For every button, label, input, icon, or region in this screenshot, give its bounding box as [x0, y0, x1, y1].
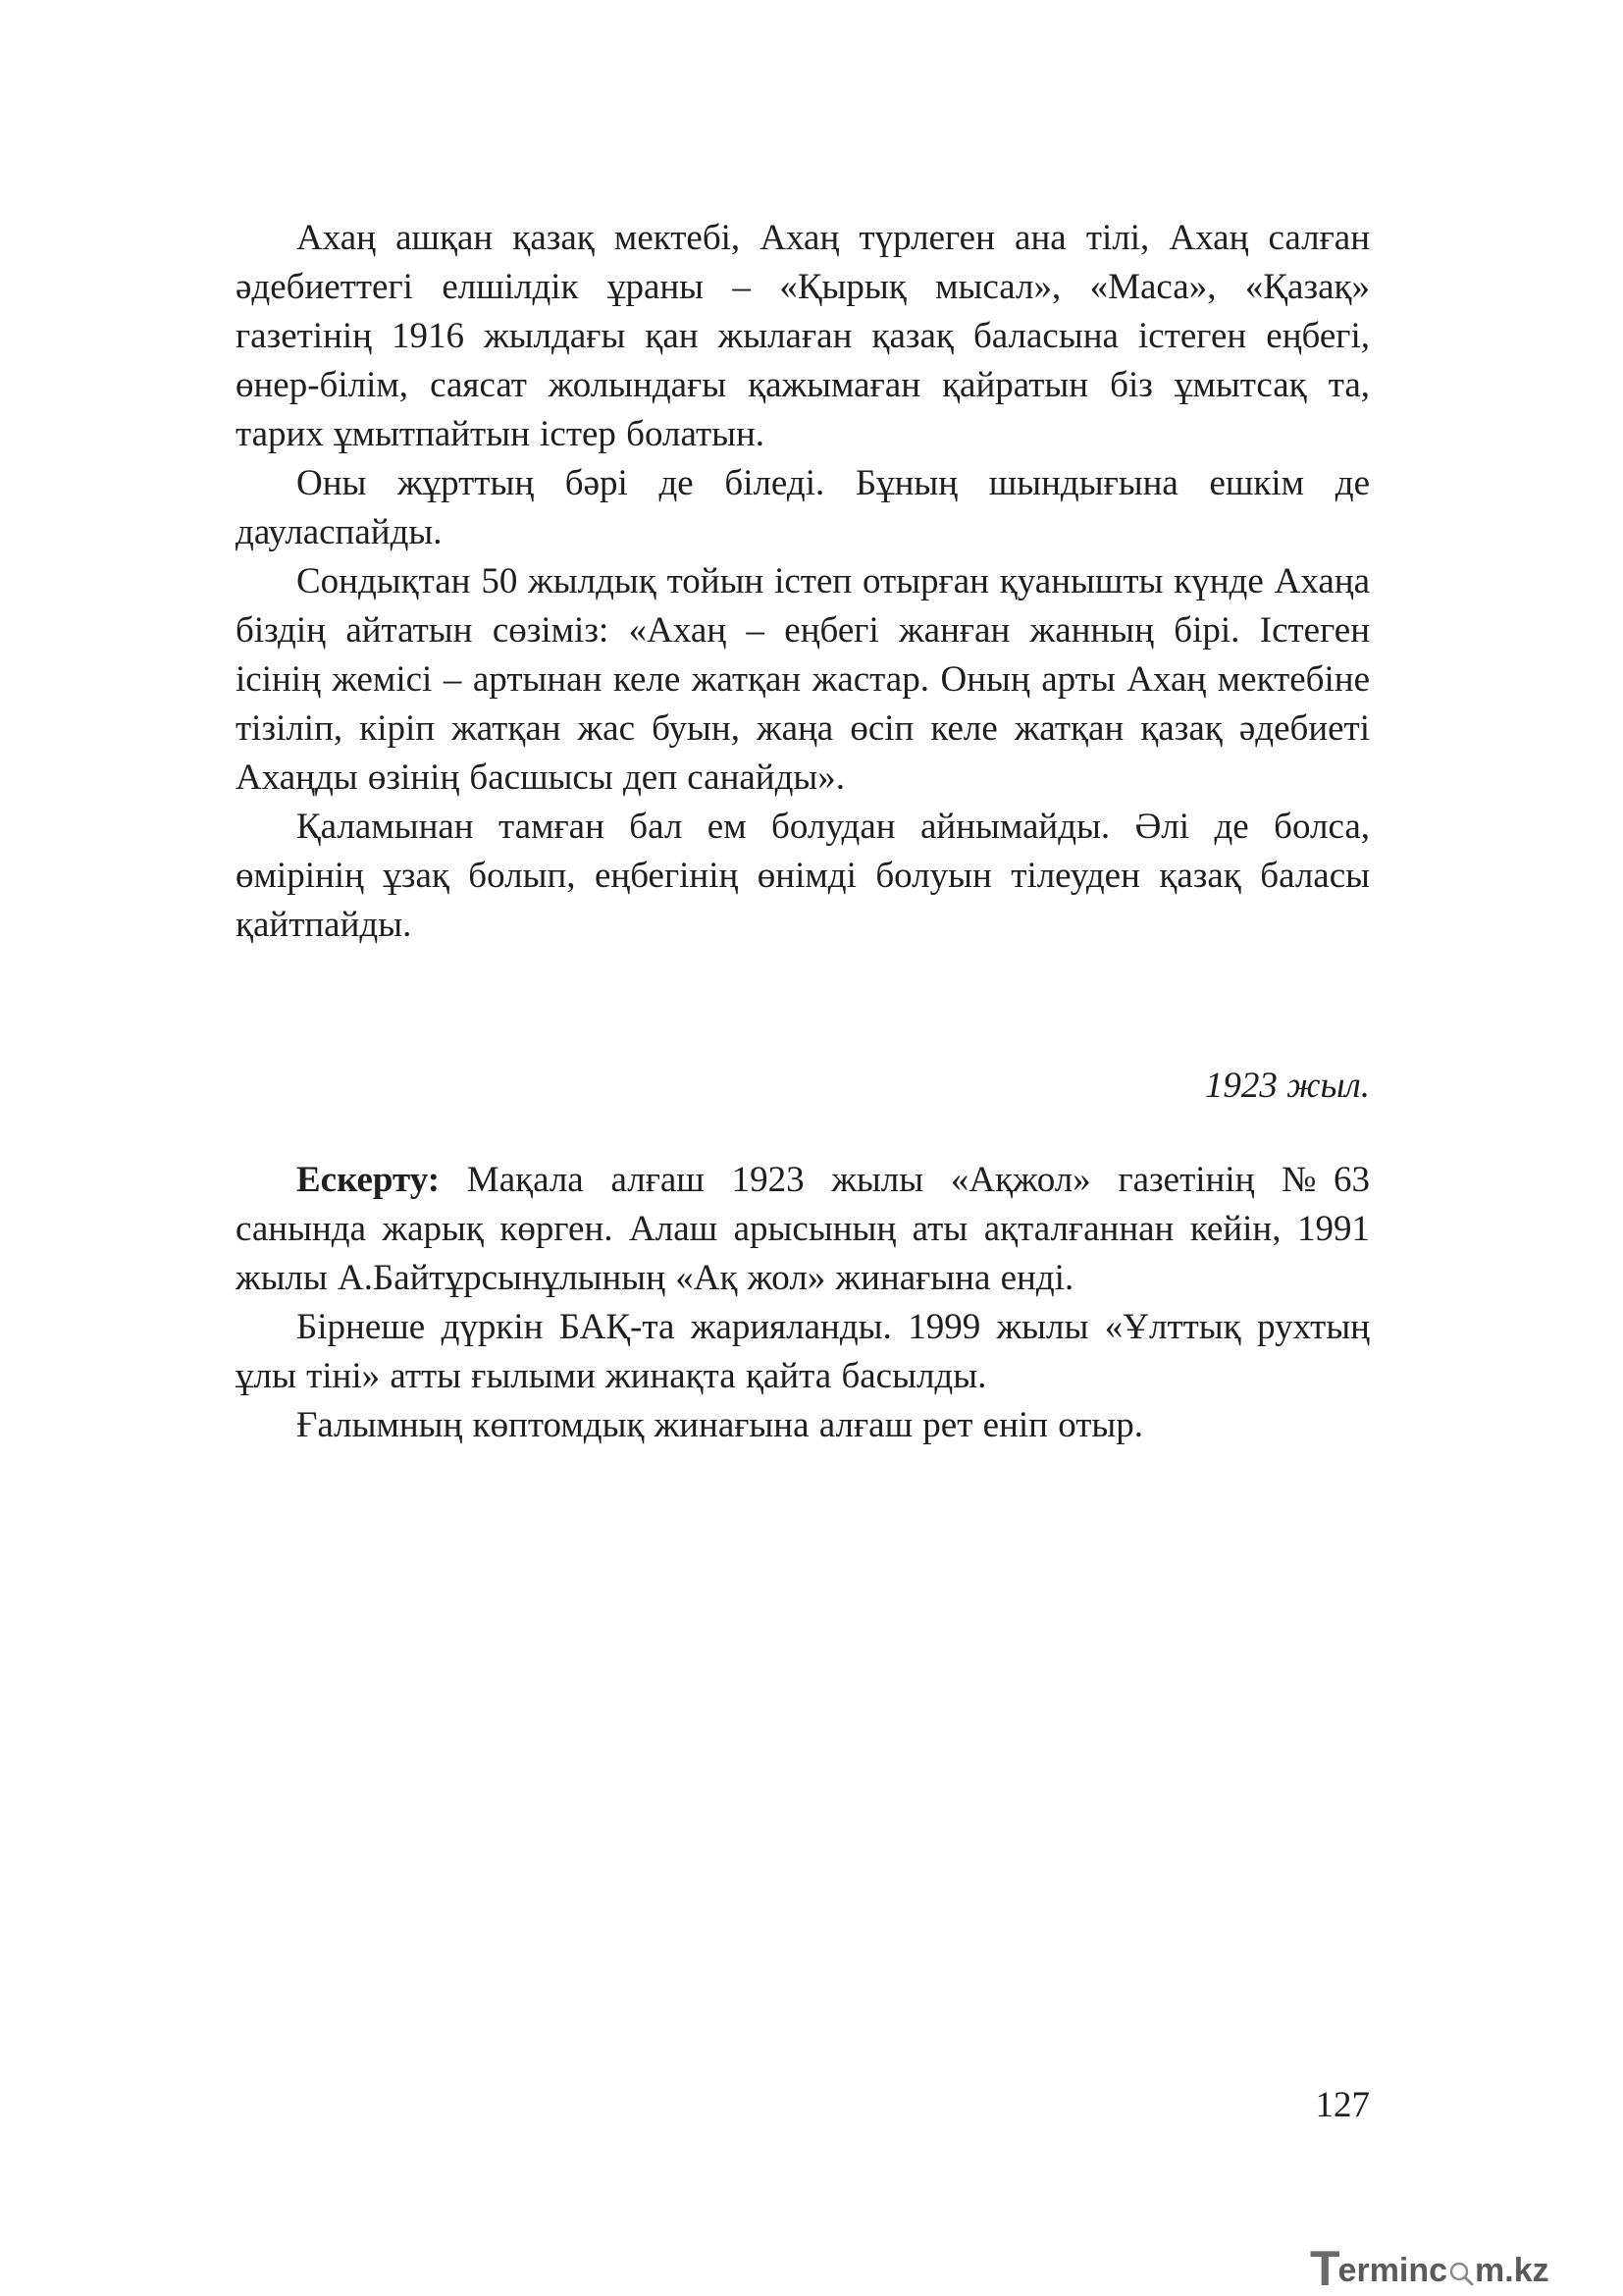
page-number: 127: [1315, 2085, 1370, 2125]
note-paragraph-1-text: Мақала алғаш 1923 жылы «Ақжол» газетінің №63 санында жарық көрген. Алаш арысының аты ақталғаннан кейін, 1991 жылы А.Байтұрсынұлының «Ақ жол» жинағына енді.: [236, 1160, 1370, 1298]
body-paragraph-2: Оны жұрттың бәрі де біледі. Бұның шындығына ешкім де дауласпайды.: [236, 463, 1370, 552]
site-watermark-logo: [1310, 2241, 1549, 2296]
magnifier-icon: [1448, 2261, 1474, 2286]
note-paragraph-3: Ғалымның көптомдық жинағына алғаш рет еніп отыр.: [296, 1405, 1143, 1445]
body-paragraph-1: Ахаң ашқан қазақ мектебі, Ахаң түрлеген ана тілі, Ахаң салған әдебиеттегі елшілдік ұраны – «Қырық мысал», «Маса», «Қазақ» газетінің 1916 жылдағы қан жылаған қазақ баласына істеген еңбегі, өнер-білім, саясат жолындағы қажымаған қайратын біз ұмытсақ та, тарих ұмытпайтын істер болатын.: [236, 218, 1370, 454]
article-body: [236, 214, 1370, 950]
note-paragraph-1: [236, 1156, 1370, 1303]
watermark-letter-t: T: [1310, 2241, 1340, 2296]
watermark-text-middle: erminc: [1337, 2252, 1448, 2289]
body-paragraph-4: Қаламынан тамған бал ем болудан айнымайды. Әлі де болса, өмірінің ұзақ болып, еңбегінің өнімді болуын тілеуден қазақ баласы қайтпайды.: [236, 807, 1370, 945]
body-paragraph-3: Сондықтан 50 жылдық тойын істеп отырған қуанышты күнде Ахаңа біздің айтатын сөзіміз: «Ахаң – еңбегі жанған жанның бірі. Істеген ісінің жемісі – артынан келе жатқан жастар. Оның арты Ахаң мектебіне тізіліп, кіріп жатқан жас буын, жаңа өсіп келе жатқан қазақ әдебиеті Ахаңды өзінің басшысы деп санайды».: [236, 561, 1370, 798]
editorial-note: [236, 1156, 1370, 1450]
watermark-text-end: m.kz: [1475, 2252, 1549, 2289]
note-paragraph-2: Бірнеше дүркін БАҚ-та жарияланды. 1999 жылы «Ұлттық рухтың ұлы тіні» атты ғылыми жинақта қайта басылды.: [236, 1307, 1370, 1396]
note-label: Ескерту:: [296, 1160, 441, 1200]
article-date: 1923 жыл.: [1204, 1066, 1370, 1106]
